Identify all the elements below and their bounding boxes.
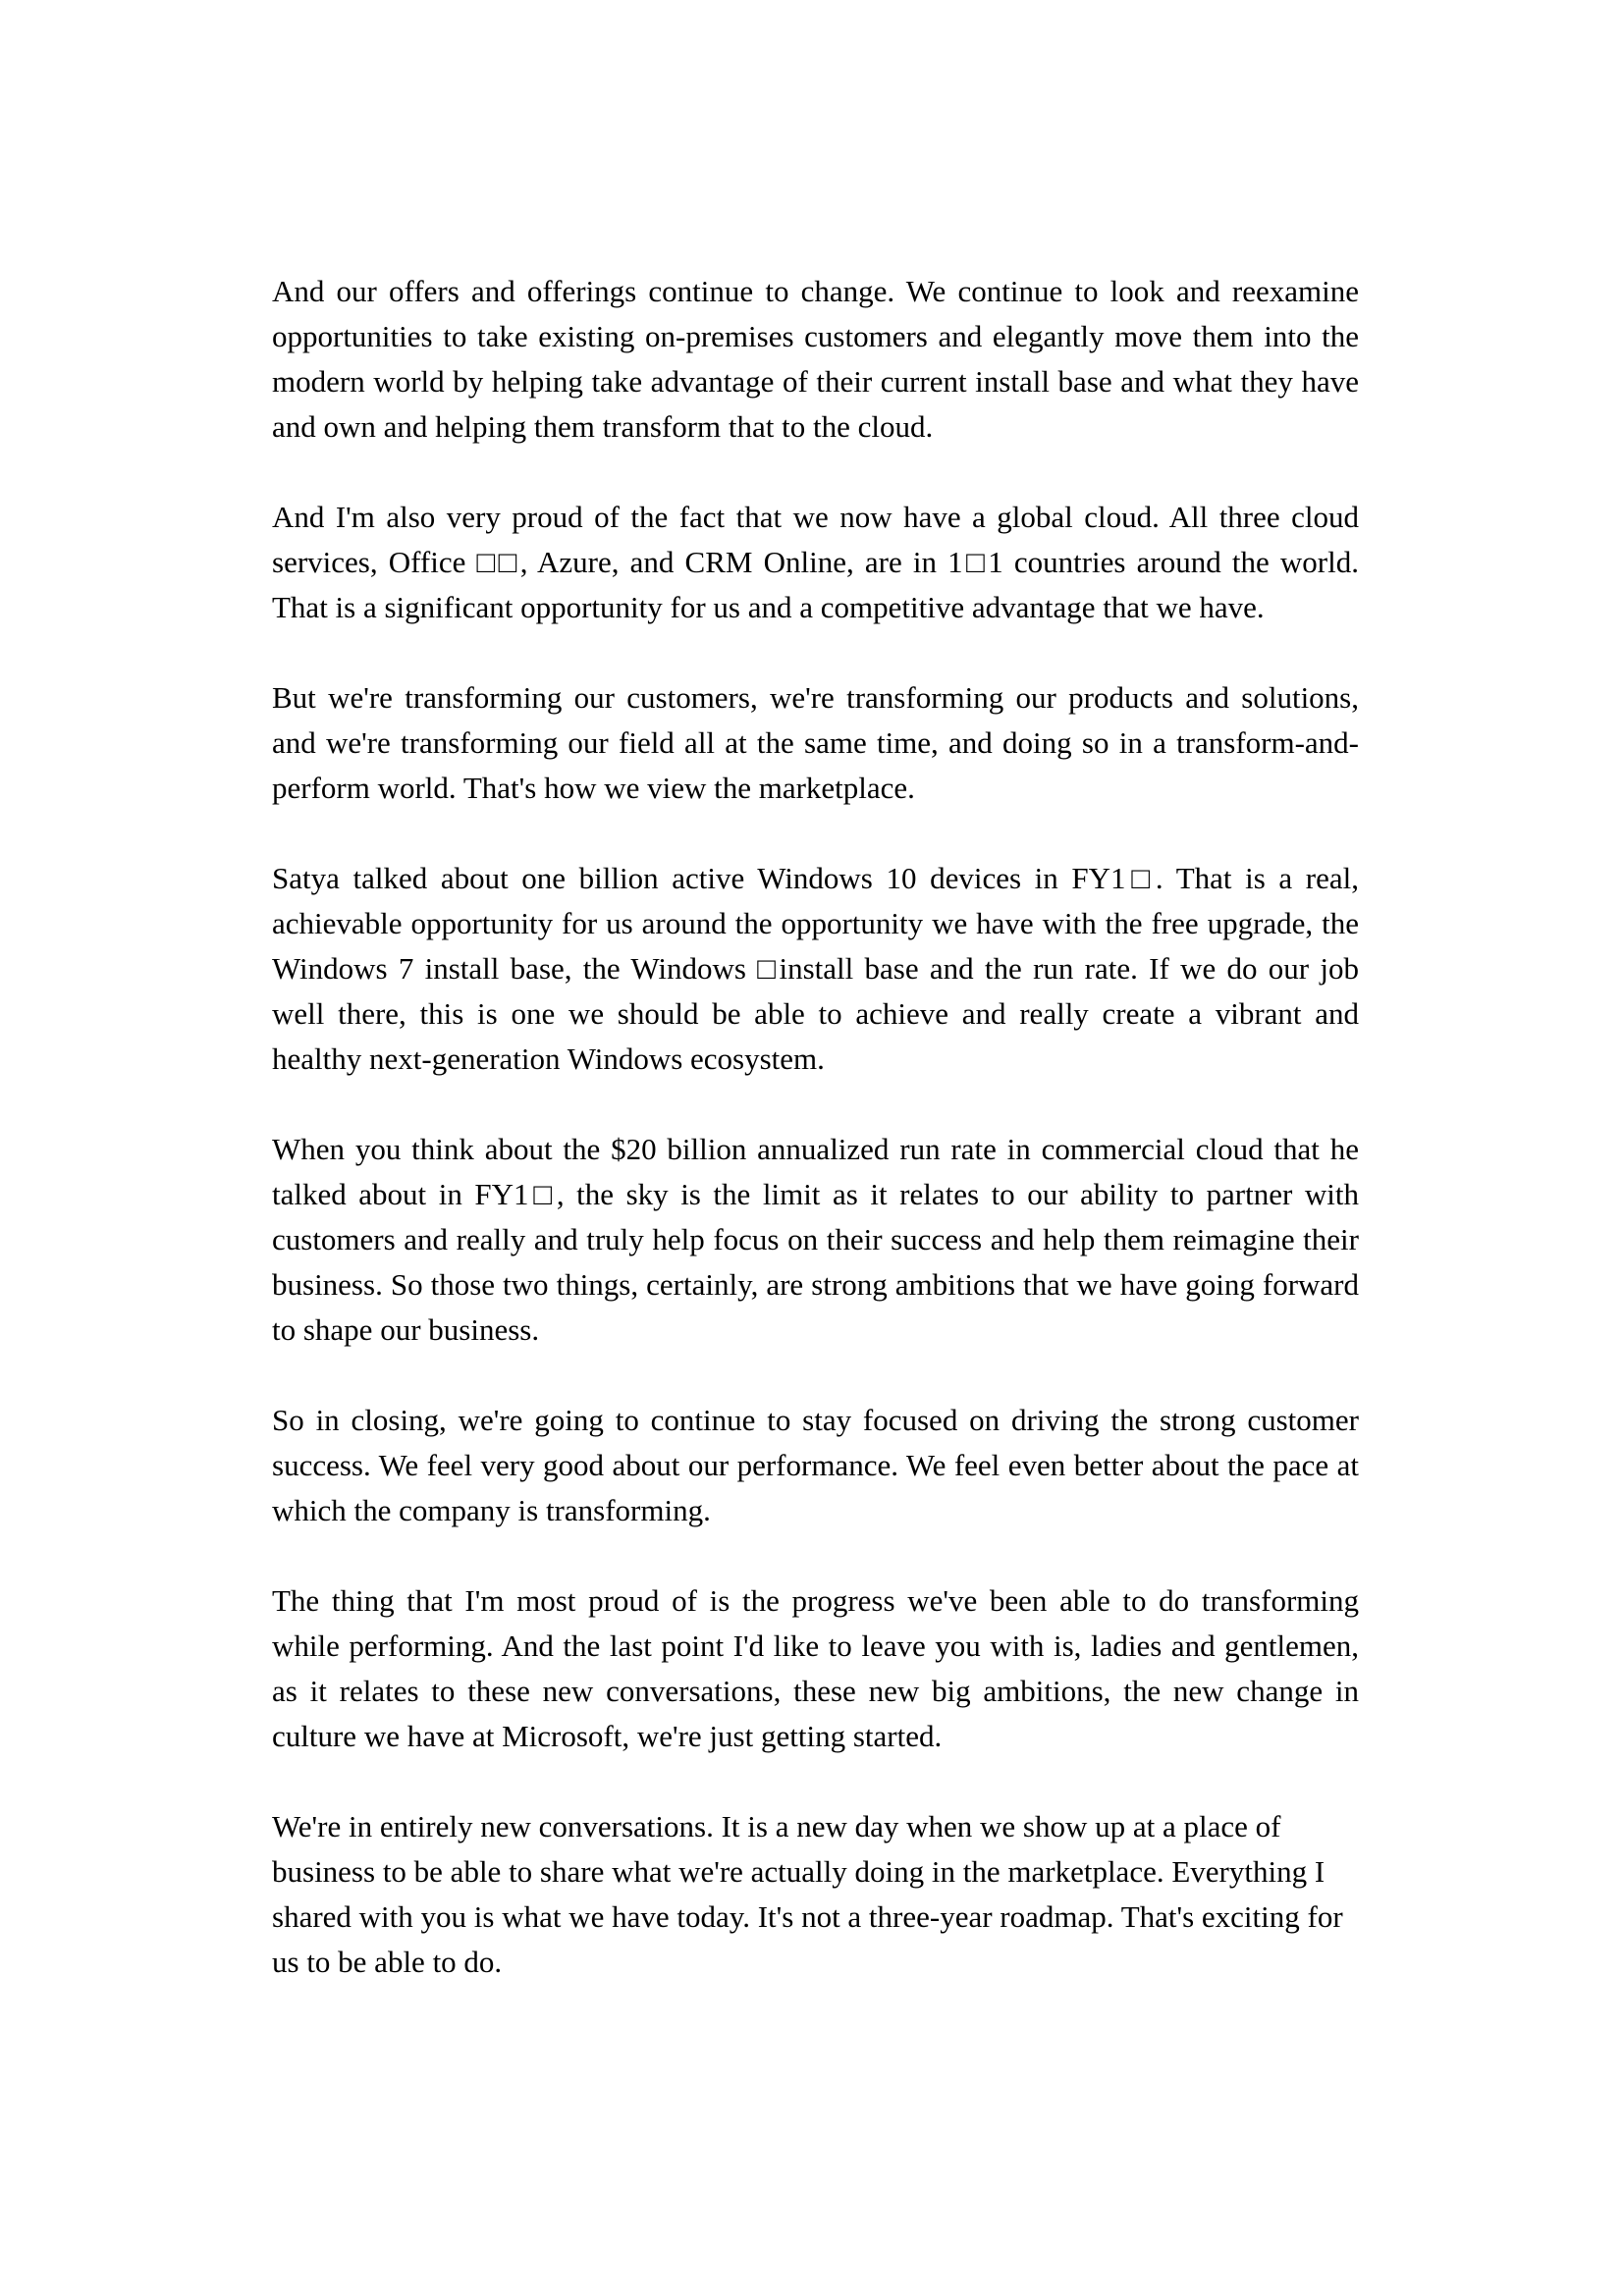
paragraph-most-proud: The thing that I'm most proud of is the progress we've been able to do transforming while performing. And the last point I'd like to leave you with is, ladies and gentlemen, as it relates to these new conversations, these new big ambitions, the new change in culture we have at Microsoft, we're just getting started.: [272, 1583, 1359, 1753]
paragraph-new-conversations: We're in entirely new conversations. It is a new day when we show up at a place of business to be able to share what we're actually doing in the marketplace. Everything I shared with you is what we have today. It's not a three-year roadmap. That's exciting for us to be able to do.: [272, 1809, 1343, 1979]
paragraph-windows-10: Satya talked about one billion active Windows 10 devices in FY1□. That is a real, achievable opportunity for us around the opportunity we have with the free upgrade, the Windows 7 install base, the Windows □install base and the run rate. If we do our job well there, this is one we should be able to achieve and really create a vibrant and healthy next-generation Windows ecosystem.: [272, 861, 1359, 1076]
paragraph-commercial-cloud: When you think about the $20 billion annualized run rate in commercial cloud that he talked about in FY1□, the sky is the limit as it relates to our ability to partner with customers and really and truly help focus on their success and help them reimagine their business. So those two things, certainly, are strong ambitions that we have going forward to shape our business.: [272, 1132, 1359, 1347]
paragraph-offers-and-offerings: And our offers and offerings continue to change. We continue to look and reexamine opportunities to take existing on-premises customers and elegantly move them into the modern world by helping take advantage of their current install base and what they have and own and helping them transform that to the cloud.: [272, 274, 1359, 444]
document-page: [272, 269, 1359, 2030]
paragraph-transforming: But we're transforming our customers, we're transforming our products and solutions, and we're transforming our field all at the same time, and doing so in a transform-and-perform world. That's how we view the marketplace.: [272, 680, 1359, 805]
paragraph-closing: So in closing, we're going to continue to stay focused on driving the strong customer success. We feel very good about our performance. We feel even better about the pace at which the company is transforming.: [272, 1403, 1359, 1527]
paragraph-global-cloud: And I'm also very proud of the fact that we now have a global cloud. All three cloud services, Office □□, Azure, and CRM Online, are in 1□1 countries around the world. That is a significant opportunity for us and a competitive advantage that we have.: [272, 500, 1359, 624]
